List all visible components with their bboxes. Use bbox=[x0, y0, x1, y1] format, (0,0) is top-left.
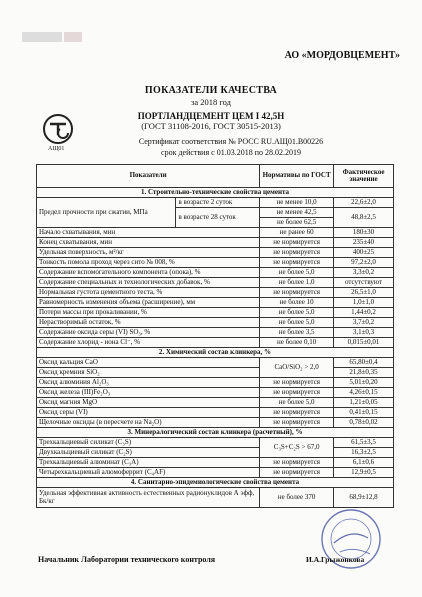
strength-value: 22,6±2,0 bbox=[334, 198, 394, 208]
row-value: 3,3±0,2 bbox=[334, 268, 394, 278]
year: за 2018 год bbox=[191, 97, 231, 107]
row-norm: не более 0,10 bbox=[260, 338, 334, 348]
row-value: 1,44±0,2 bbox=[334, 308, 394, 318]
row-norm: не нормируется bbox=[260, 418, 334, 428]
row-norm: не нормируется bbox=[260, 258, 334, 268]
row-name: Конец схватывания, мин bbox=[37, 238, 260, 248]
product-name: ПОРТЛАНДЦЕМЕНТ ЦЕМ I 42,5Н bbox=[137, 111, 285, 121]
row-value: 12,9±0,5 bbox=[334, 468, 394, 478]
row-norm: не ранее 60 bbox=[260, 228, 334, 238]
strength-age: в возрасте 2 суток bbox=[176, 198, 260, 208]
row-norm: не более 1,0 bbox=[260, 278, 334, 288]
section-title: 2. Химический состав клинкера, % bbox=[37, 348, 394, 358]
strength-norm: не более 62,5 bbox=[260, 218, 334, 228]
row-value: 1,0±1,0 bbox=[334, 298, 394, 308]
row-norm: не более 3,5 bbox=[260, 328, 334, 338]
row-value: 3,7±0,2 bbox=[334, 318, 394, 328]
row-value: 400±25 bbox=[334, 248, 394, 258]
row-norm: не нормируется bbox=[260, 238, 334, 248]
row-norm: не более 5,0 bbox=[260, 308, 334, 318]
row-norm: не нормируется bbox=[260, 468, 334, 478]
certificate-validity: срок действия с 01.03.2018 по 28.02.2019 bbox=[161, 148, 301, 157]
row-name: Содержание оксида серы (VI) SO₃, % bbox=[37, 328, 260, 338]
row-name: Щелочные оксиды (в пересчете на Na₂O) bbox=[37, 418, 260, 428]
row-value: 6,1±0,6 bbox=[334, 458, 394, 468]
row-norm: не более 5,0 bbox=[260, 398, 334, 408]
section-title: 1. Строительно-технические свойства цемента bbox=[37, 188, 394, 198]
row-norm: не более 10 bbox=[260, 298, 334, 308]
row-name: Двухкальциевый силикат (C₂S) bbox=[37, 448, 260, 458]
row-norm: не нормируется bbox=[260, 248, 334, 258]
row-value: 16,3±2,5 bbox=[334, 448, 394, 458]
row-name: Трехкальциевый силикат (C₃S) bbox=[37, 438, 260, 448]
row-name: Удельная поверхность, м²/кг bbox=[37, 248, 260, 258]
row-value: отсутствуют bbox=[334, 278, 394, 288]
quality-table bbox=[36, 164, 394, 508]
row-norm: не более 370 bbox=[260, 488, 334, 508]
row-norm: не нормируется bbox=[260, 458, 334, 468]
row-name: Потери массы при прокаливании, % bbox=[37, 308, 260, 318]
row-name: Оксид магния MgO bbox=[37, 398, 260, 408]
row-name: Оксид железа (III)Fe₂O₃ bbox=[37, 388, 260, 398]
row-norm: не нормируется bbox=[260, 378, 334, 388]
row-value: 235±40 bbox=[334, 238, 394, 248]
row-norm: не более 5,0 bbox=[260, 268, 334, 278]
company-logo bbox=[22, 30, 84, 44]
section-title: 3. Минералогический состав клинкера (расчетный), % bbox=[37, 428, 394, 438]
strength-norm: не менее 10,0 bbox=[260, 198, 334, 208]
gost-standards: (ГОСТ 31108-2016, ГОСТ 30515-2013) bbox=[141, 121, 281, 131]
row-name: Содержание хлорид - иона Cl⁻, % bbox=[37, 338, 260, 348]
row-name: Четырехкальциевый алюмоферрит (C₄AF) bbox=[37, 468, 260, 478]
page-title: ПОКАЗАТЕЛИ КАЧЕСТВА bbox=[144, 85, 278, 96]
row-name: Нерастворимый остаток, % bbox=[37, 318, 260, 328]
certificate-number: Сертификат соответствия № РОСС RU.АЩ01.В00226 bbox=[138, 137, 324, 146]
row-name: Равномерность изменения объема (расширение), мм bbox=[37, 298, 260, 308]
row-name: Начало схватывания, мин bbox=[37, 228, 260, 238]
row-name: Содержание вспомогательного компонента (опока), % bbox=[37, 268, 260, 278]
row-value: 61,5±3,5 bbox=[334, 438, 394, 448]
row-value: 65,80±0,4 bbox=[334, 358, 394, 368]
row-value: 1,21±0,05 bbox=[334, 398, 394, 408]
row-value: 4,26±0,15 bbox=[334, 388, 394, 398]
header-actual: Фактическое значение bbox=[334, 165, 394, 188]
row-name: Оксид кремния SiO₂ bbox=[37, 368, 260, 378]
row-value: 180±30 bbox=[334, 228, 394, 238]
strength-norm: не менее 42,5 bbox=[260, 208, 334, 218]
row-name: Тонкость помола проход через сито № 008, % bbox=[37, 258, 260, 268]
row-norm: C₃S+C₂S > 67,0 bbox=[260, 438, 334, 458]
row-norm: не нормируется bbox=[260, 408, 334, 418]
signature-name: И.А.Грыжонкова bbox=[306, 555, 365, 564]
footer-position: Начальник Лаборатории технического контроля bbox=[38, 555, 216, 564]
row-value: 0,78±0,02 bbox=[334, 418, 394, 428]
header-norms: Нормативы по ГОСТ bbox=[260, 165, 334, 188]
strength-label: Предел прочности при сжатии, МПа bbox=[37, 198, 176, 228]
row-value: 68,9±12,8 bbox=[334, 488, 394, 508]
row-name: Нормальная густота цементного теста, % bbox=[37, 288, 260, 298]
row-value: 26,5±1,0 bbox=[334, 288, 394, 298]
row-name: Оксид алюминия Al₂O₃ bbox=[37, 378, 260, 388]
row-norm: не нормируется bbox=[260, 288, 334, 298]
row-value: 97,2±2,0 bbox=[334, 258, 394, 268]
row-name: Трехкальциевый алюминат (C₃A) bbox=[37, 458, 260, 468]
row-value: 0,41±0,15 bbox=[334, 408, 394, 418]
header-indicators: Показатели bbox=[37, 165, 260, 188]
strength-age: в возрасте 28 суток bbox=[176, 208, 260, 228]
strength-value: 48,8±2,5 bbox=[334, 208, 394, 228]
section-title: 4. Санитарно-эпидемиологические свойства цемента bbox=[37, 478, 394, 488]
row-value: 5,01±0,20 bbox=[334, 378, 394, 388]
row-name: Содержание специальных и технологических добавок, % bbox=[37, 278, 260, 288]
row-value: 3,1±0,3 bbox=[334, 328, 394, 338]
gost-mark-code: АЩ01 bbox=[48, 146, 65, 152]
row-name: Оксид серы (VI) bbox=[37, 408, 260, 418]
company-name: АО «МОРДОВЦЕМЕНТ» bbox=[284, 50, 400, 61]
row-norm: не нормируется bbox=[260, 388, 334, 398]
row-name: Удельная эффективная активность естественных радионуклидов А эфф, Бк/кг bbox=[37, 488, 260, 508]
row-norm: CaO/SiO₂ > 2,0 bbox=[260, 358, 334, 378]
table-header bbox=[37, 165, 394, 188]
row-value: 0,015±0,01 bbox=[334, 338, 394, 348]
row-norm: не более 5,0 bbox=[260, 318, 334, 328]
row-name: Оксид кальция CaO bbox=[37, 358, 260, 368]
row-value: 21,8±0,35 bbox=[334, 368, 394, 378]
